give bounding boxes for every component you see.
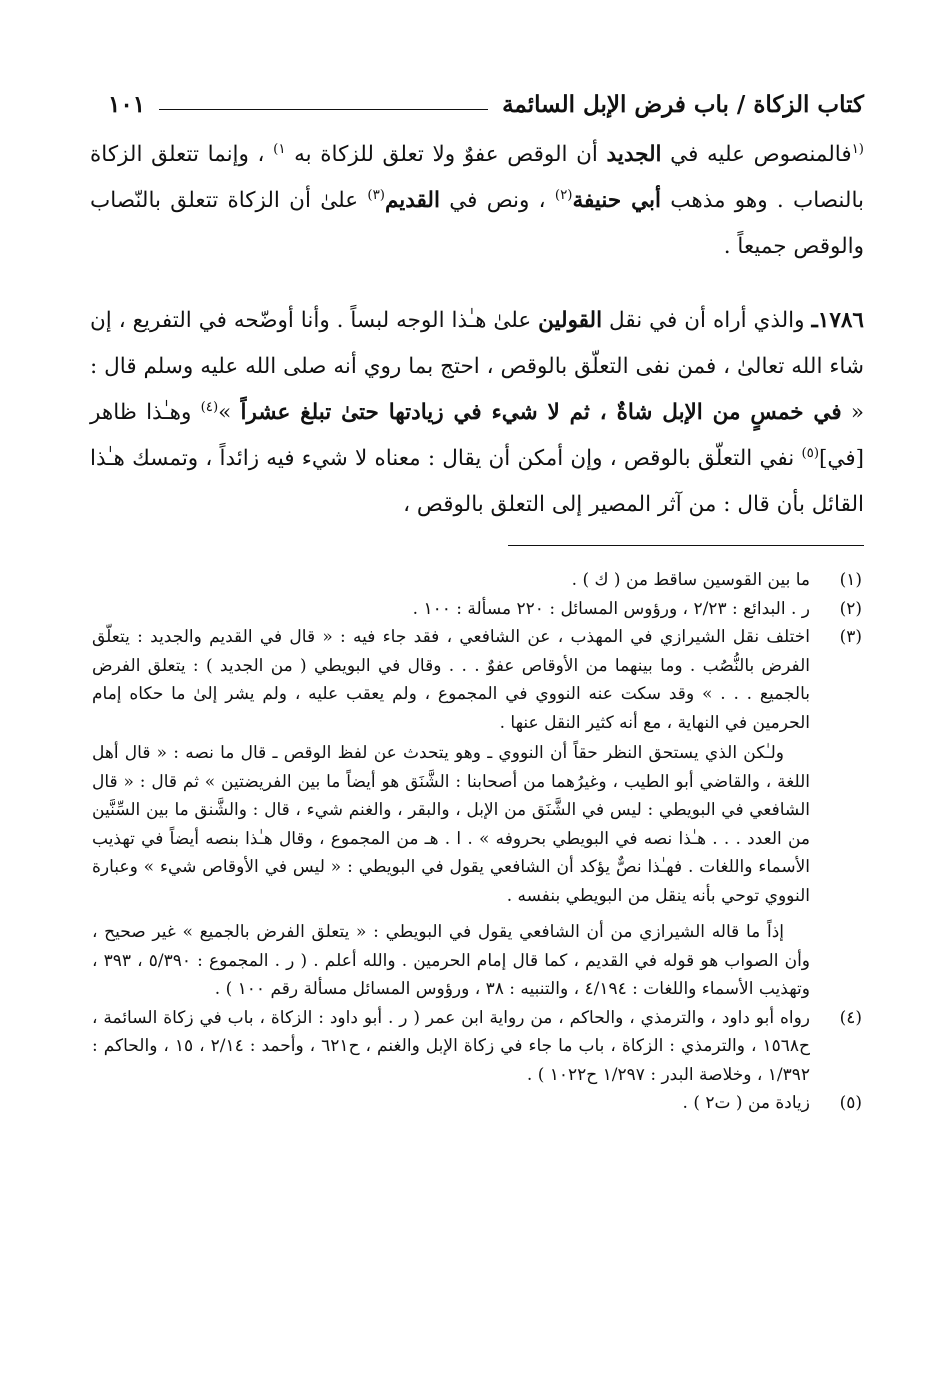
term-two-opinions: القولين	[538, 308, 603, 333]
para2-text-1: والذي أراه أن في نقل	[602, 308, 812, 333]
term-new-doctrine: الجديد	[606, 142, 662, 167]
footnote-paragraph: ولـٰكن الذي يستحق النظر حقاً أن النووي ـ وهو يتحدث عن لفظ الوقص ـ قال ما نصه : « قال أهل اللغة ، والقاضي أبو الطيب ، وغيرُهما من أصحابنا : الشَّنَق هو أيضاً ما بين الفريضتين » ثم قال : « قال الشافعي في البويطي : ليس في الشَّنَق من الإبل ، والبقر ، والغنم شيء ، قال : والشَّنق ما بين السِّنَّين من العدد . . . هـٰذا نصه في البويطي بحروفه » . ا . هـ من المجموع ، وقال هـٰذا بنصه أيضاً في تهذيب الأسماء واللغات . فهـٰذا نصٌّ يؤكد أن الشافعي يقول في البويطي : « ليس في الأوقاص شيء » وعبارة النووي توحي بأنه ينقل من البويطي بنفسه .	[92, 743, 810, 906]
footnote-text: ر . البدائع : ٢/٢٣ ، ورؤوس المسائل : ٢٢٠ مسألة : ١٠٠ .	[412, 598, 810, 619]
para1-text-1: فالمنصوص عليه في	[661, 142, 852, 167]
footnote-4	[92, 1004, 862, 1090]
footnote-text: زيادة من ( ت٢ ) .	[682, 1093, 810, 1113]
para1-text-5: علىٰ أن الزكاة تتعلق بالنّصاب والوقص جميعاً .	[90, 188, 864, 259]
main-text	[90, 132, 864, 528]
footnote-2	[92, 595, 862, 624]
footnote-separator	[508, 545, 864, 546]
footnote-text: رواه أبو داود ، والترمذي ، والحاكم ، من رواية ابن عمر ( ر . أبو داود : الزكاة ، باب في زكاة السائمة ، ح١٥٦٨ ، والترمذي : الزكاة ، باب ما جاء في زكاة الإبل والغنم ، ح٦٢١ ، وأحمد : ٢/١٤ ، ١٥ ، والحاكم : ١/٣٩٢ ، وخلاصة البدر : ١/٢٩٧ ح١٠٢٢ ) .	[92, 1007, 810, 1085]
footnote-number: (١)	[839, 570, 862, 590]
page-number: ١٠١	[108, 90, 146, 118]
footnote-5	[92, 1089, 862, 1118]
para2-text-3: »	[218, 400, 241, 425]
paragraph-1	[90, 132, 864, 270]
footnote-3	[92, 623, 862, 1004]
name-abu-hanifa: أبي حنيفة	[572, 188, 661, 213]
footnote-number: (٣)	[839, 627, 862, 647]
footnote-number: (٥)	[839, 1093, 862, 1113]
paragraph-number: ١٧٨٦ـ	[811, 308, 864, 333]
hadith-quote: في خمسٍ من الإبل شاةٌ ، ثم لا شيء في زيادتها حتىٰ تبلغ عشراً	[240, 400, 842, 425]
running-header	[108, 84, 864, 124]
footnote-number: (٢)	[839, 598, 862, 619]
footnote-ref-3[interactable]: (٣)	[367, 187, 385, 203]
para2-text-4: وهـٰذا ظاهر [في]	[90, 400, 864, 471]
para1-text-2: أن الوقص عفوٌ ولا تعلق للزكاة به	[294, 142, 607, 167]
footnote-text: ما بين القوسين ساقط من ( ك ) .	[571, 570, 810, 590]
bracket-mark-open: (١	[851, 141, 864, 157]
footnote-paragraph: اختلف نقل الشيرازي في المهذب ، عن الشافعي ، فقد جاء فيه : « قال في القديم والجديد : يتعلّق الفرض بالنُّصُب . وما بينهما من الأوقاص عفوٌ . . . وقال في البويطي ( من الجديد ) : يتعلق الفرض بالجميع . . . » وقد سكت عنه النووي في المجموع ، ولم يعقب عليه ، ولم يشر إلىٰ ما حكاه إمام الحرمين في النهاية ، مع أنه كثير النقل عنها .	[92, 627, 810, 733]
header-rule	[159, 109, 488, 110]
para1-text-3: ، وإنما تتعلق الزكاة بالنصاب . وهو مذهب	[90, 142, 865, 213]
para1-text-4: ، ونص في	[439, 188, 555, 213]
para2-text-2: علىٰ هـٰذا الوجه لبساً . وأنا أوضّحه في التفريع ، إن شاء الله تعالىٰ ، فمن نفى التعلّق بالوقص ، احتج بما روي أنه صلى الله عليه وسلم قال : «	[90, 308, 864, 425]
footnote-paragraph: إذاً ما قاله الشيرازي من أن الشافعي يقول في البويطي : « يتعلق الفرض بالجميع » غير صحيح ، وأن الصواب هو قوله في القديم ، كما قال إمام الحرمين . والله أعلم . ( ر . المجموع : ٥/٣٩٠ ، ٣٩٣ ، وتهذيب الأسماء واللغات : ٤/١٩٤ ، والتنبيه : ٣٨ ، ورؤوس المسائل مسألة رقم ١٠٠ ) .	[92, 922, 811, 999]
bracket-mark-close: ١)	[273, 141, 286, 157]
footnote-1	[92, 566, 862, 595]
footnote-ref-2[interactable]: (٢)	[554, 187, 573, 203]
paragraph-2	[90, 298, 864, 528]
chapter-title: كتاب الزكاة / باب فرض الإبل السائمة	[502, 90, 864, 118]
footnote-ref-4[interactable]: (٤)	[200, 399, 219, 415]
footnote-number: (٤)	[839, 1007, 862, 1028]
footnotes	[92, 566, 862, 1118]
footnote-ref-5[interactable]: (٥)	[801, 445, 820, 461]
para2-text-5: نفي التعلّق بالوقص ، وإن أمكن أن يقال : معناه لا شيء فيه زائداً ، وتمسك هـٰذا القائل بأن قال : من آثر المصير إلى التعلق بالوقص ،	[90, 446, 864, 517]
term-old-doctrine: القديم	[384, 188, 440, 213]
